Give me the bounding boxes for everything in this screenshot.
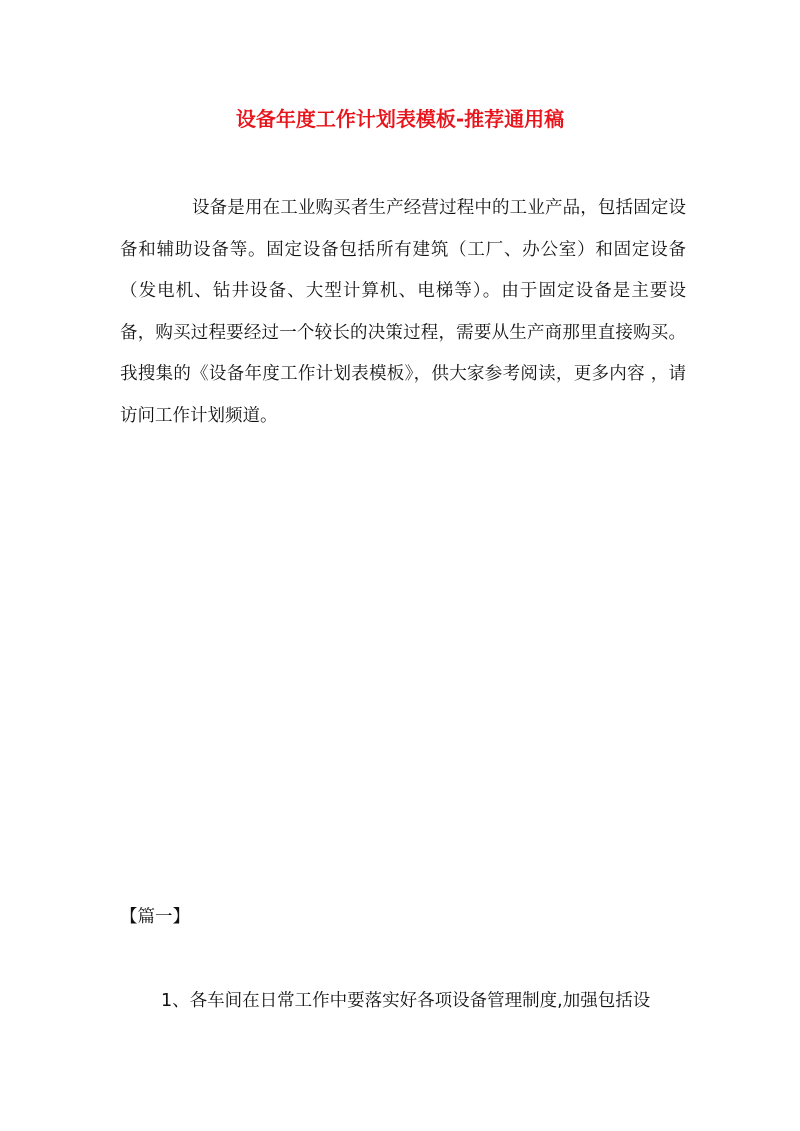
section-heading: 【篇一】 [120,907,190,927]
intro-paragraph: 设备是用在工业购买者生产经营过程中的工业产品，包括固定设备和辅助设备等。固定设备包括所有建筑（工厂、办公室）和固定设备（发电机、钻井设备、大型计算机、电梯等）。由于固定设备是主要设备，购买过程要经过一个较长的决策过程，需要从生产商那里直接购买。我搜集的《设备年度工作计划表模板》，供大家参考阅读，更多内容 ，请访问工作计划频道。 [120,198,686,426]
page-title: 设备年度工作计划表模板-推荐通用稿 [235,107,565,131]
list-item: 1、各车间在日常工作中要落实好各项设备管理制度,加强包括设 [161,991,651,1011]
